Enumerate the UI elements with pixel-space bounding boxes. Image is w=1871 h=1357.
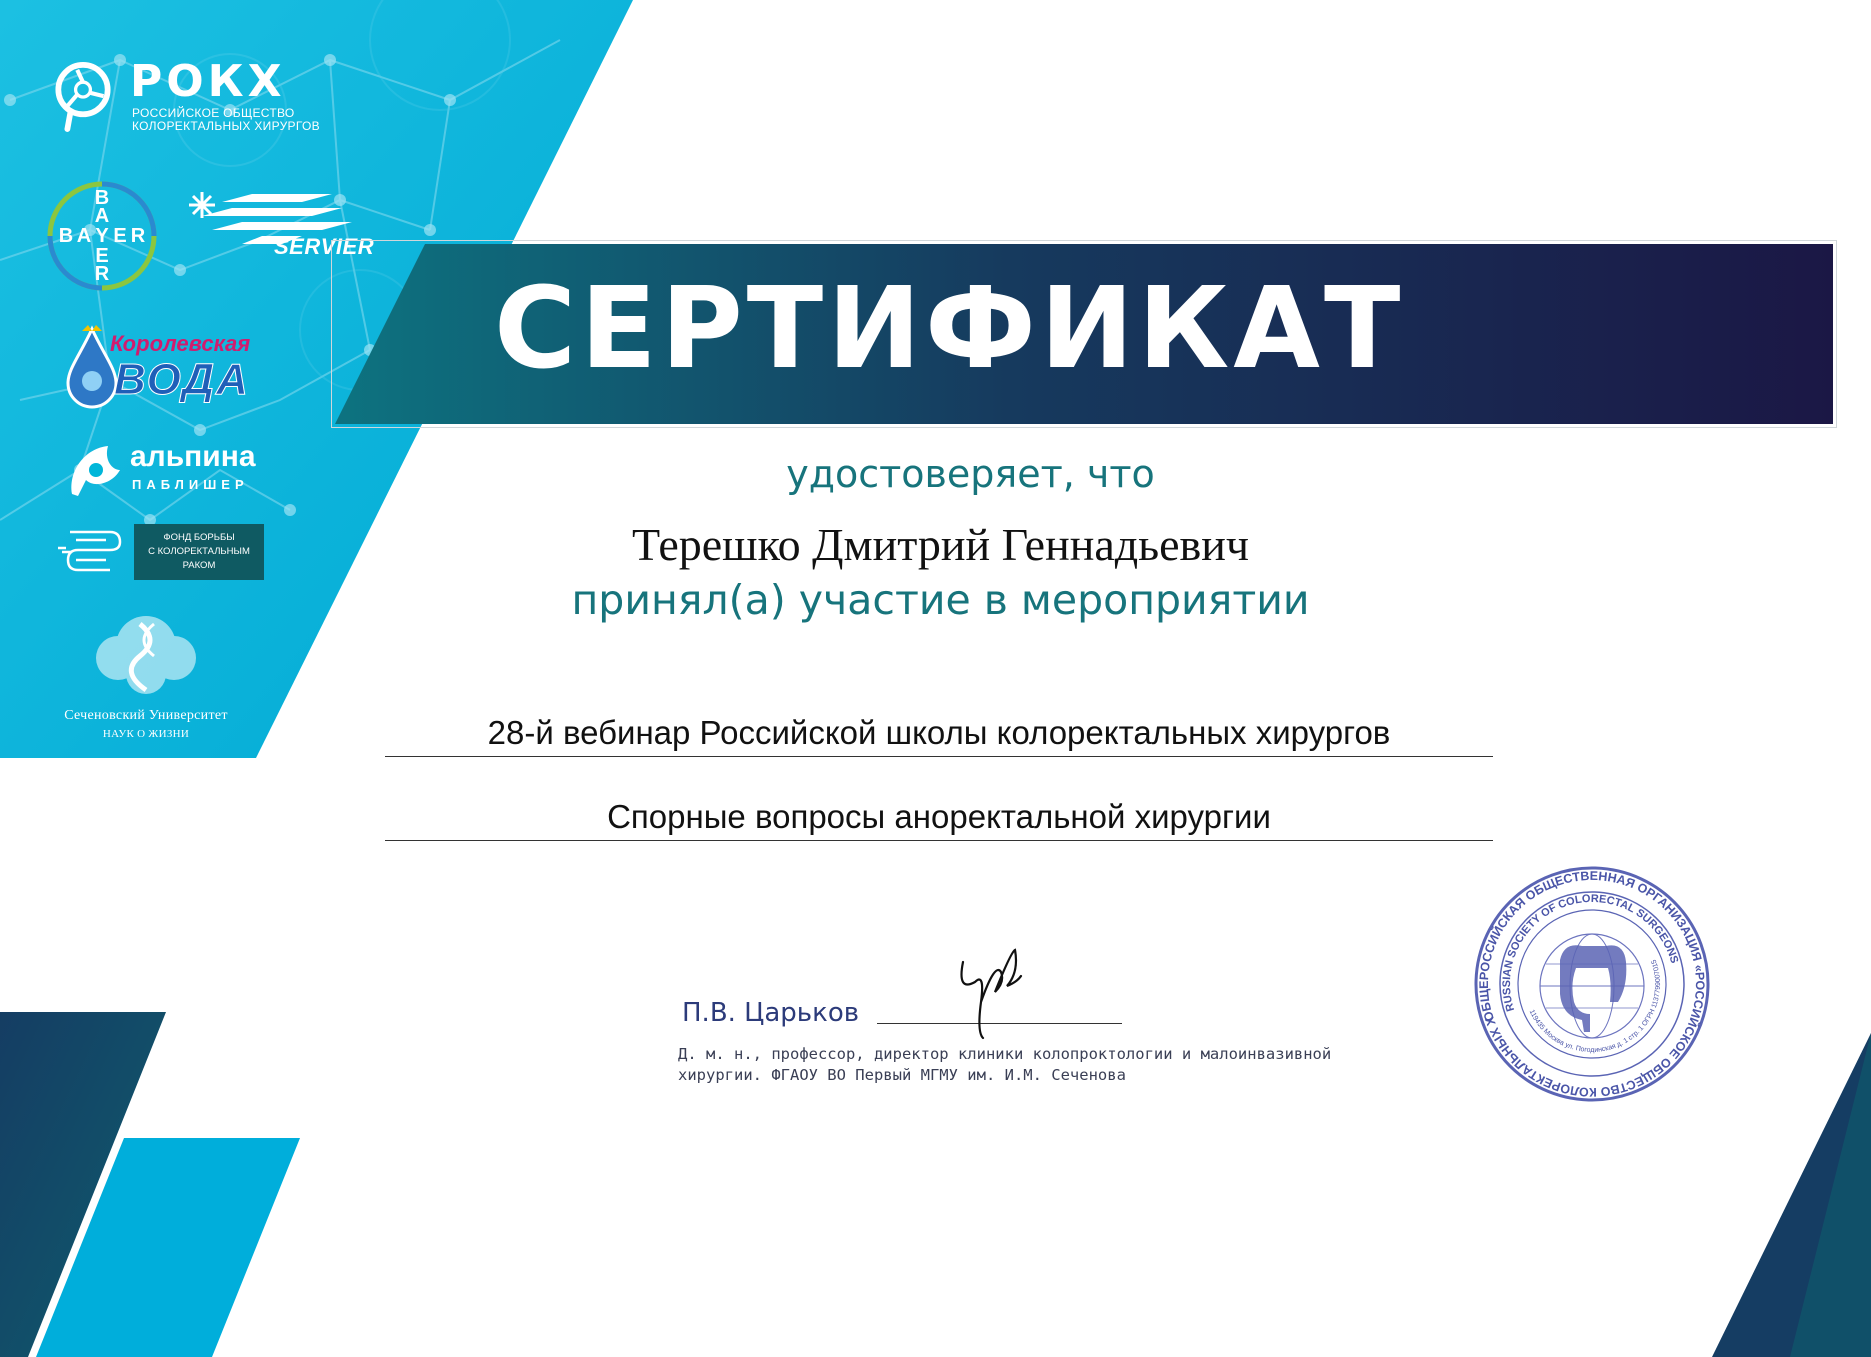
globe-intestine-icon <box>1540 934 1644 1038</box>
participated-text: принял(а) участие в мероприятии <box>571 576 1310 624</box>
signatory-name: П.В. Царьков <box>682 998 860 1028</box>
sechenov-name: Сеченовский Университет <box>64 708 228 723</box>
bayer-letter-h2: A <box>76 225 92 247</box>
bayer-letter-v2: A <box>94 205 110 227</box>
alpina-name: альпина <box>130 440 256 473</box>
recipient-name: Терешко Дмитрий Геннадьевич <box>631 519 1250 570</box>
bayer-letter-v4: E <box>95 245 109 267</box>
sechenov-tree-icon <box>36 610 256 706</box>
rokx-subtitle-line2: КОЛОРЕКТАЛЬНЫХ ХИРУРГОВ <box>132 119 320 133</box>
handwritten-signature <box>955 942 1025 1040</box>
recipient-line <box>0 518 1871 571</box>
fund-line1: ФОНД БОРЬБЫ <box>163 532 235 543</box>
signatory-description-line2: хирургии. ФГАОУ ВО Первый МГМУ им. И.М. Сеченова <box>678 1066 1126 1084</box>
rokx-subtitle-line1: РОССИЙСКОЕ ОБЩЕСТВО <box>132 106 295 120</box>
sechenov-subtitle: НАУК О ЖИЗНИ <box>102 728 190 740</box>
fund-line3: РАКОМ <box>182 560 216 571</box>
bayer-letter-h4: E <box>113 225 127 247</box>
certifies-text: удостоверяет, что <box>786 452 1155 496</box>
signatory-description <box>678 1044 1378 1086</box>
certifies-line <box>0 452 1871 496</box>
certificate-title: СЕРТИФИКАТ <box>494 264 1405 394</box>
event-title-line: 28-й вебинар Российской школы колоректальных хирургов <box>385 714 1493 757</box>
rokx-logo-icon <box>46 60 120 134</box>
event-topic-line: Спорные вопросы аноректальной хирургии <box>385 798 1493 841</box>
seal-inner-text: RUSSIAN SOCIETY OF COLORECTAL SURGEONS <box>1500 892 1681 1013</box>
seal-outer-text: ОБЩЕРОССИЙСКАЯ ОБЩЕСТВЕННАЯ ОРГАНИЗАЦИЯ «РОССИЙСКОЕ ОБЩЕСТВО КОЛОРЕКТАЛЬНЫХ ХИРУРГОВ» <box>1476 868 1708 1100</box>
rokx-name: РОКХ <box>130 56 286 107</box>
servier-name: SERVIER <box>274 234 375 259</box>
rokx-logo <box>46 56 320 151</box>
participated-line <box>0 576 1871 624</box>
bayer-logo <box>46 180 158 292</box>
bayer-letter-h3: Y <box>95 225 109 247</box>
sechenov-logo <box>36 610 256 750</box>
bayer-letter-h5: R <box>130 225 146 247</box>
bayer-letter-v5: R <box>94 263 110 285</box>
voda-top-text: Королевская <box>110 331 251 356</box>
voda-logo <box>62 325 282 410</box>
signatory-description-line1: Д. м. н., профессор, директор клиники колопроктологии и малоинвазивной <box>678 1045 1332 1063</box>
bayer-letter-h1: B <box>58 225 74 247</box>
fund-line2: С КОЛОРЕКТАЛЬНЫМ <box>148 546 250 557</box>
seal-details-text: 119435 Москва ул. Погодинская д. 1 стр. 1 ОГРН 1137799007015 <box>1527 958 1663 1055</box>
alpina-subtitle: ПАБЛИШЕР <box>132 477 249 492</box>
bayer-letter-v1: B <box>94 187 110 209</box>
society-seal <box>1472 864 1712 1104</box>
voda-main-text: ВОДА <box>114 355 250 404</box>
